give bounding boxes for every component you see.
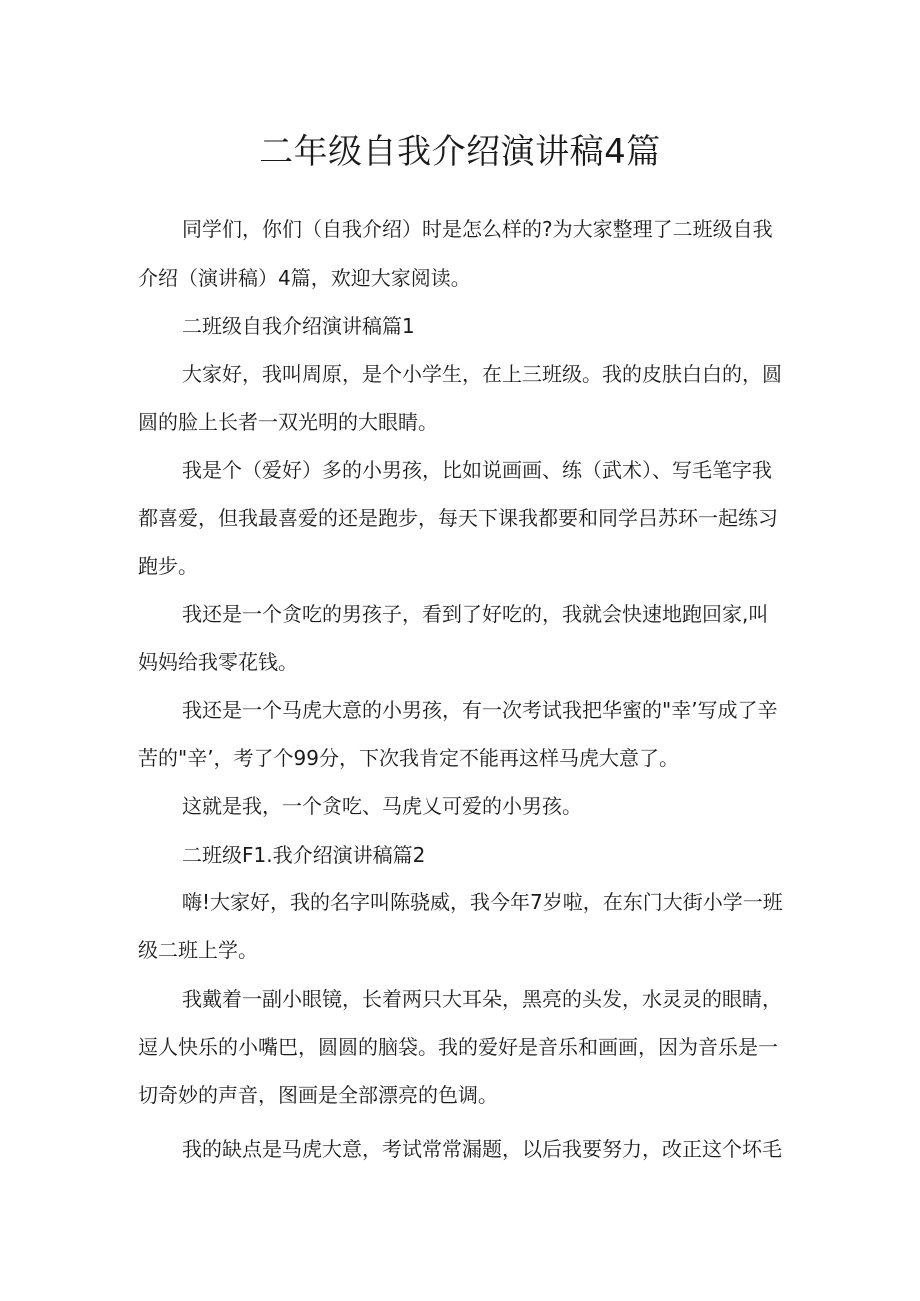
paragraph-line: 我还是一个贪吃的男孩子，看到了好吃的，我就会快速地跑回家,叫: [182, 602, 769, 626]
paragraph-line: 我是个（爱好）多的小男孩，比如说画画、练（武术）、写毛笔字我: [182, 458, 772, 482]
paragraph-line: 圆的脸上长者一双光明的大眼睛。: [138, 410, 438, 434]
paragraph-line: 都喜爱，但我最喜爱的还是跑步，每天下课我都要和同学吕苏环一起练习: [138, 506, 778, 530]
document-title: 二年级自我介绍演讲稿4篇: [259, 132, 661, 172]
paragraph-line: 大家好，我叫周原，是个小学生，在上三班级。我的皮肤白白的，圆: [182, 362, 782, 386]
paragraph-line: 这就是我，一个贪吃、马虎乂可爱的小男孩。: [182, 794, 582, 818]
paragraph-line: 苦的"辛’，考了个99分，下次我肯定不能再这样马虎大意了。: [138, 746, 680, 770]
paragraph-line: 切奇妙的声音，图画是全部漂亮的色调。: [138, 1083, 498, 1107]
paragraph-line: 级二班上学。: [138, 938, 258, 962]
paragraph-line: 妈妈给我零花钱。: [138, 650, 298, 674]
section-heading: 二班级自我介绍演讲稿篇1: [182, 314, 415, 338]
section-heading: 二班级F1.我介绍演讲稿篇2: [182, 843, 426, 867]
paragraph-line: 同学们，你们（自我介绍）时是怎么样的?为大家整理了二班级自我: [182, 217, 773, 241]
paragraph-line: 我的缺点是马虎大意，考试常常漏题，以后我要努力，改正这个坏毛: [182, 1137, 782, 1161]
paragraph-line: 跑步。: [138, 554, 198, 578]
paragraph-line: 嗨!大家好，我的名字叫陈骁威，我今年7岁啦，在东门大街小学一班: [182, 890, 783, 914]
paragraph-line: 介绍（演讲稿）4篇，欢迎大家阅读。: [138, 266, 471, 290]
paragraph-line: 逗人快乐的小嘴巴，圆圆的脑袋。我的爱好是音乐和画画，因为音乐是一: [138, 1035, 778, 1059]
paragraph-line: 我还是一个马虎大意的小男孩，有一次考试我把华蜜的"幸’写成了辛: [182, 698, 778, 722]
paragraph-line: 我戴着一副小眼镜，长着两只大耳朵，黑亮的头发，水灵灵的眼睛，: [182, 987, 782, 1011]
